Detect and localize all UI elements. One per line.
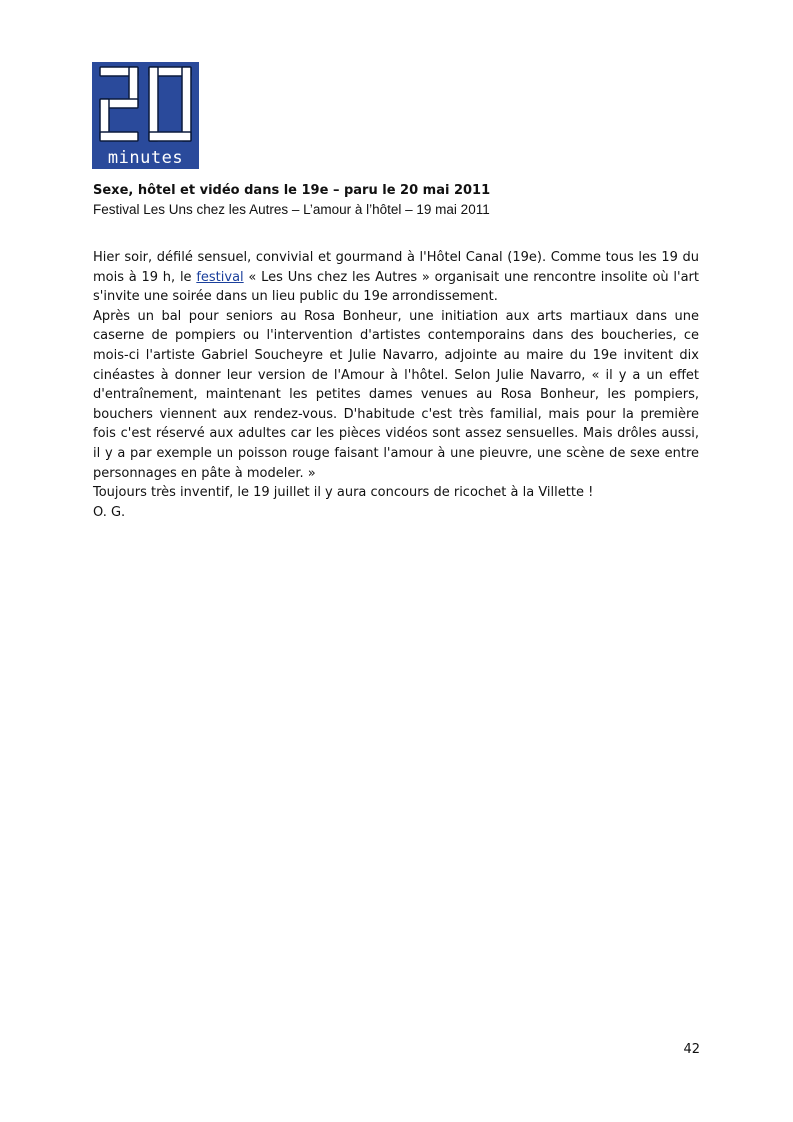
logo-number-graphic [92, 62, 199, 148]
paragraph-1-start: Hier soir, défilé sensuel, convivial et gourmand à l'Hôtel Canal (19e). Comme tous les 19 du mois à 19 h, le [93, 250, 699, 285]
paragraph-1-end: « Les Uns chez les Autres » organisait une rencontre insolite où l'art s'invite une soirée dans un lieu public du 19e arrondissement. [93, 269, 700, 305]
article-header [93, 181, 703, 219]
festival-link[interactable]: festival [196, 269, 244, 285]
page-number: 42 [683, 1042, 700, 1057]
paragraph-3: Toujours très inventif, le 19 juillet il y aura concours de ricochet à la Villette ! [93, 485, 594, 501]
20-minutes-logo [92, 62, 199, 169]
article-body [93, 248, 699, 522]
logo-word: minutes [107, 148, 184, 168]
article-subtitle: Festival Les Uns chez les Autres – L’amour à l’hôtel – 19 mai 2011 [93, 202, 490, 217]
paragraph-2: Après un bal pour seniors au Rosa Bonheur, une initiation aux arts martiaux dans une caserne de pompiers ou l'intervention d'artistes contemporains dans des boucheries, ce mois-ci l'artiste Gabriel Soucheyre et Julie Navarro, adjointe au maire du 19e invitent dix cinéastes à donner leur version de l'Amour à l'hôtel. Selon Julie Navarro, « il y a un effet d'entraînement, maintenant les petites dames venues au Rosa Bonheur, les pompiers, bouchers viennent aux rendez-vous. D'habitude c'est très familial, mais pour la première fois c'est réservé aux adultes car les pièces vidéos sont assez sensuelles. Mais drôles aussi, il y a par exemple un poisson rouge faisant l'amour à une pieuvre, une scène de sexe entre personnages en pâte à modeler. » [93, 308, 699, 481]
paragraph-1 [93, 248, 699, 307]
signature: O. G. [93, 504, 126, 520]
article-title: Sexe, hôtel et vidéo dans le 19e – paru le 20 mai 2011 [93, 183, 491, 198]
